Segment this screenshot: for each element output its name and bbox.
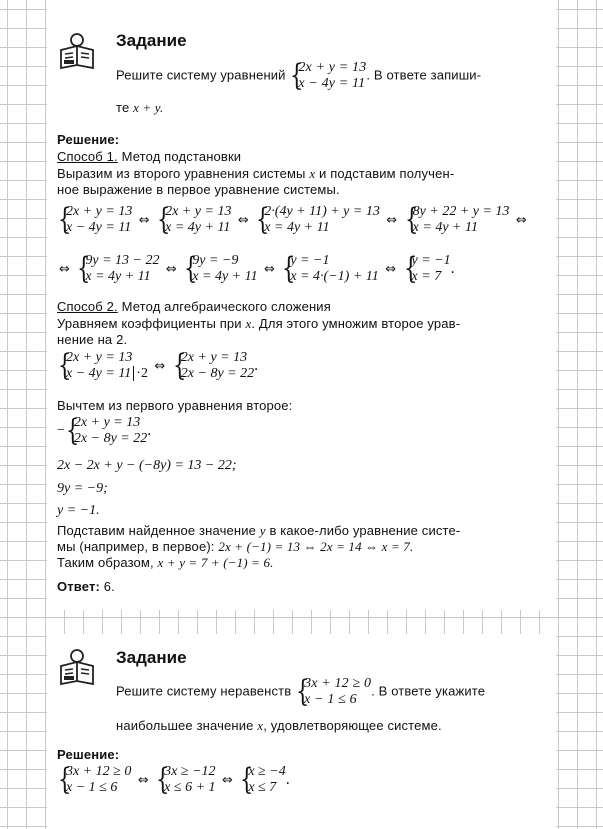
method-1-heading	[57, 149, 241, 165]
answer	[57, 579, 115, 595]
equation: 9y = −9	[192, 253, 239, 268]
math-expression: 2x + (−1) = 13 ⇔ 2x = 14 ⇔ x = 7.	[218, 539, 414, 554]
prompt-text: те	[116, 100, 130, 115]
equation: x − 4y = 11	[66, 220, 132, 235]
math-expression: x + y.	[133, 100, 164, 115]
method-number: Способ 1.	[57, 149, 118, 164]
inequality: x ≤ 6 + 1	[164, 780, 216, 795]
inequality-system: { 3x + 12 ≥ 0 x − 1 ≤ 6	[296, 674, 372, 709]
equation-system: { 2x + y = 13 2x − 8y = 22	[65, 413, 148, 448]
equation: 2·(4y + 11) + y = 13	[264, 204, 380, 219]
math-var: x	[245, 316, 252, 331]
task-card-1	[47, 0, 556, 610]
prompt-text: Решите систему неравенств	[116, 683, 292, 699]
subtract-text: Вычтем из первого уравнения второе:	[57, 398, 293, 413]
equation: 2x − 8y = 22	[73, 431, 148, 446]
subtraction-system: − { 2x + y = 13 2x − 8y = 22 .	[57, 413, 152, 448]
equation: x = 4y + 11	[264, 220, 330, 235]
equation-system: { 2x + y = 13 x = 4y + 11	[157, 202, 232, 237]
inequality: x − 1 ≤ 6	[66, 780, 118, 795]
text: Выразим из второго уравнения системы	[57, 166, 306, 181]
method-name: Метод алгебраического сложения	[121, 299, 331, 314]
equation: x = 4y + 11	[165, 220, 231, 235]
equation-system: { y = −1 x = 7	[403, 251, 451, 286]
inequality-system: { x ≥ −4 x ≤ 7	[240, 762, 286, 797]
task-prompt	[116, 676, 546, 708]
equation-system: { y = −1 x = 4·(−1) + 11	[282, 251, 379, 286]
substitution-text	[57, 523, 537, 571]
equation: 2x + y = 13	[298, 60, 367, 75]
equation: x = 4y + 11	[412, 220, 478, 235]
equation: 2x + y = 13	[66, 350, 133, 365]
equation: x = 7	[411, 269, 442, 284]
inequality: 3x + 12 ≥ 0	[304, 676, 372, 691]
text: мы (например, в первое):	[57, 539, 215, 554]
equivalence-arrow: ⇔	[137, 772, 149, 788]
prompt-text: наибольшее значение	[116, 718, 254, 733]
task-card-2	[47, 634, 556, 829]
equation: y = −1	[411, 253, 451, 268]
equation-system: { 2x + y = 13 2x − 8y = 22	[172, 348, 255, 383]
answer-label: Ответ:	[57, 579, 100, 594]
text: ное выражение в первое уравнение системы.	[57, 182, 340, 197]
prompt-text: , удовлетворяющее системе.	[263, 718, 442, 733]
inequality-system: { 3x ≥ −12 x ≤ 6 + 1	[156, 762, 216, 797]
equation: y = −1	[290, 253, 330, 268]
equation: 2x + y = 13	[180, 350, 248, 365]
equation: 2x + y = 13	[66, 204, 133, 219]
task-prompt	[116, 60, 546, 92]
equation: x = 4y + 11	[192, 269, 258, 284]
equation-system: { 2·(4y + 11) + y = 13 x = 4y + 11	[256, 202, 380, 237]
equation-system: { 2x + y = 13 x − 4y = 11	[58, 202, 133, 237]
text: Уравняем коэффициенты при	[57, 316, 242, 331]
text: Таким образом,	[57, 555, 154, 570]
equivalence-arrow: ⇔	[515, 212, 527, 228]
answer-value: 6.	[103, 579, 115, 594]
calc-line-3: y = −1.	[57, 503, 100, 518]
text: и подставим получен-	[319, 166, 455, 181]
inequality-system: { 3x + 12 ≥ 0 x − 1 ≤ 6	[58, 762, 132, 797]
equation: 8y + 22 + y = 13	[412, 204, 510, 219]
equivalence-arrow: ⇔	[165, 261, 177, 277]
book-reader-icon	[57, 32, 97, 72]
equation: 9y = 13 − 22	[85, 253, 160, 268]
text: в какое-либо уравнение систе-	[269, 523, 461, 538]
multiplier: ·2	[133, 366, 148, 381]
equation-system: { 9y = 13 − 22 x = 4y + 11	[77, 251, 160, 286]
equivalence-arrow: ⇔	[221, 772, 233, 788]
equation: 2x + y = 13	[73, 415, 141, 430]
inequality: x − 1 ≤ 6	[304, 692, 357, 707]
equation: x = 4y + 11	[85, 269, 151, 284]
equation-chain-1	[57, 204, 529, 236]
calc-line-2: 9y = −9;	[57, 481, 108, 496]
text: нение на 2.	[57, 332, 128, 347]
equivalence-arrow: ⇔	[154, 358, 166, 374]
equivalence-arrow: ⇔	[59, 261, 70, 277]
method-name: Метод подстановки	[121, 149, 242, 164]
method-1-text	[57, 166, 537, 198]
math-var: y	[259, 523, 266, 538]
inequality: 3x ≥ −12	[164, 764, 216, 779]
text: Подставим найденное значение	[57, 523, 257, 538]
math-var: x	[309, 166, 316, 181]
prompt-text: Решите систему уравнений	[116, 67, 286, 83]
text: . Для этого умножим второе урав-	[251, 316, 461, 331]
equation-system: { 8y + 22 + y = 13 x = 4y + 11	[404, 202, 510, 237]
method-2-text	[57, 316, 537, 348]
inequality: x ≥ −4	[248, 764, 286, 779]
math-expression: x + y = 7 + (−1) = 6.	[157, 555, 274, 570]
math-var: x	[257, 718, 264, 733]
equivalence-arrow: ⇔	[264, 261, 275, 277]
equivalence-arrow: ⇔	[138, 212, 150, 228]
inequality: 3x + 12 ≥ 0	[66, 764, 132, 779]
equivalence-arrow: ⇔	[237, 212, 249, 228]
method-number: Способ 2.	[57, 299, 118, 314]
inequality-chain: { 3x + 12 ≥ 0 x − 1 ≤ 6 ⇔ { 3x ≥ −12 x ≤ 6 + 1 ⇔ { x ≥ −4 x ≤ 7 .	[58, 762, 290, 797]
task-prompt-cont	[116, 100, 163, 116]
calc-line-1: 2x − 2x + y − (−8y) = 13 − 22;	[57, 458, 237, 473]
prompt-text: . В ответе укажите	[371, 683, 486, 699]
task-title: Задание	[116, 648, 187, 667]
task-prompt-cont	[116, 718, 442, 734]
minus-sign: −	[57, 423, 65, 438]
equation: x = 4·(−1) + 11	[290, 269, 379, 284]
solution-label: Решение:	[57, 747, 120, 762]
equation-system: { 2x + y = 13 x − 4y = 11	[290, 58, 367, 93]
solution-label: Решение:	[57, 132, 120, 147]
book-reader-icon	[57, 648, 97, 688]
prompt-text: . В ответе запиши-	[366, 67, 482, 83]
equivalence-arrow: ⇔	[386, 212, 398, 228]
method-2-heading	[57, 299, 331, 315]
equation: x − 4y = 11	[298, 76, 366, 91]
equivalence-arrow: ⇔	[385, 261, 397, 277]
inequality: x ≤ 7	[248, 780, 277, 795]
method-2-systems: { 2x + y = 13 x − 4y = 11 ·2 ⇔ { 2x + y = 13 2x − 8y = 22 .	[58, 348, 259, 383]
equation: 2x − 8y = 22	[180, 366, 255, 381]
equation: 2x + y = 13	[165, 204, 232, 219]
equation: x − 4y = 11	[66, 366, 132, 381]
equation-chain-2: ⇔ { 9y = 13 − 22 x = 4y + 11 ⇔ { 9y = −9 x = 4y + 11 ⇔ { y = −1 x = 4·(−1) + 11 ⇔ { y = −1 x = 7 .	[59, 251, 455, 286]
equation-system: { 2x + y = 13 x − 4y = 11 ·2	[58, 348, 148, 383]
equation-system: { 9y = −9 x = 4y + 11	[184, 251, 258, 286]
task-title: Задание	[116, 31, 187, 50]
